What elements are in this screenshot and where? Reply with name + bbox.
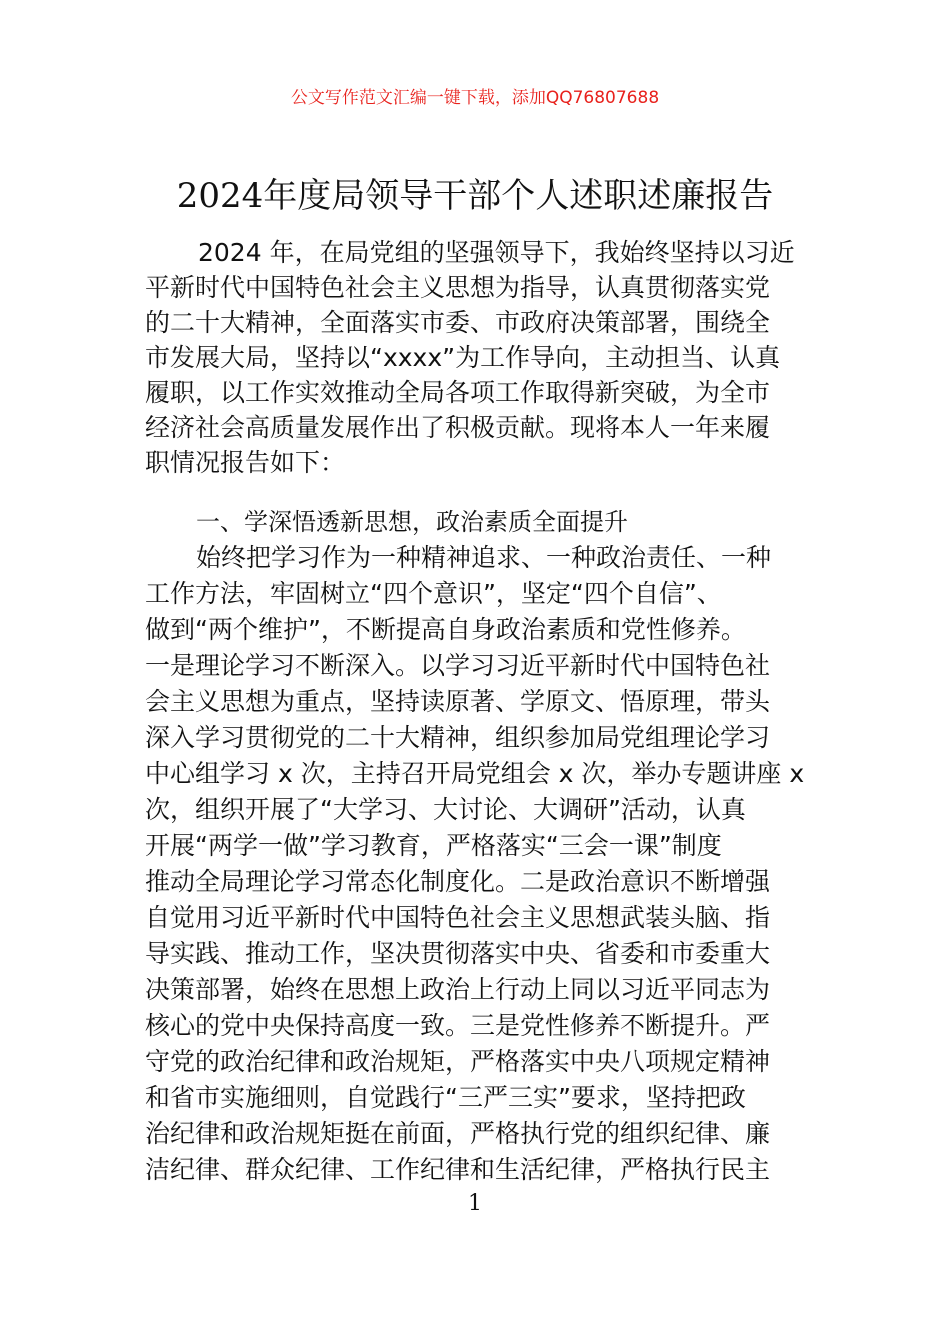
body-line: 平新时代中国特色社会主义思想为指导，认真贯彻落实党 <box>145 273 771 302</box>
body-line: 履职，以工作实效推动全局各项工作取得新突破，为全市 <box>145 378 771 407</box>
promo-banner: 公文写作范文汇编一键下载，添加QQ76807688 <box>290 88 660 108</box>
body-line: 次，组织开展了“大学习、大讨论、大调研”活动，认真 <box>145 795 746 824</box>
body-line: 决策部署，始终在思想上政治上行动上同以习近平同志为 <box>145 975 771 1004</box>
body-line: 中心组学习 x 次，主持召开局党组会 x 次，举办专题讲座 x <box>145 759 805 788</box>
body-line: 2024 年，在局党组的坚强领导下，我始终坚持以习近 <box>198 238 795 267</box>
page-number: 1 <box>468 1191 482 1216</box>
body-line: 做到“两个维护”，不断提高自身政治素质和党性修养。 <box>145 615 746 644</box>
body-line: 推动全局理论学习常态化制度化。二是政治意识不断增强 <box>145 867 771 896</box>
body-line: 市发展大局，坚持以“xxxx”为工作导向，主动担当、认真 <box>145 343 781 372</box>
body-line: 和省市实施细则，自觉践行“三严三实”要求，坚持把政 <box>145 1083 746 1112</box>
section-heading: 一、学深悟透新思想，政治素质全面提升 <box>196 508 628 536</box>
body-line: 治纪律和政治规矩挺在前面，严格执行党的组织纪律、廉 <box>145 1119 771 1148</box>
body-line: 职情况报告如下： <box>145 448 346 477</box>
body-line: 会主义思想为重点，坚持读原著、学原文、悟原理，带头 <box>145 687 771 716</box>
body-line: 深入学习贯彻党的二十大精神，组织参加局党组理论学习 <box>145 723 771 752</box>
body-line: 始终把学习作为一种精神追求、一种政治责任、一种 <box>196 543 772 572</box>
body-line: 一是理论学习不断深入。以学习习近平新时代中国特色社 <box>145 651 771 680</box>
body-line: 自觉用习近平新时代中国特色社会主义思想武装头脑、指 <box>145 903 771 932</box>
body-line: 的二十大精神，全面落实市委、市政府决策部署，围绕全 <box>145 308 771 337</box>
body-line: 守党的政治纪律和政治规矩，严格落实中央八项规定精神 <box>145 1047 771 1076</box>
page-title: 2024年度局领导干部个人述职述廉报告 <box>176 176 774 216</box>
body-line: 洁纪律、群众纪律、工作纪律和生活纪律，严格执行民主 <box>145 1155 771 1184</box>
body-line: 核心的党中央保持高度一致。三是党性修养不断提升。严 <box>145 1011 771 1040</box>
body-line: 导实践、推动工作，坚决贯彻落实中央、省委和市委重大 <box>145 939 771 968</box>
body-line: 工作方法，牢固树立“四个意识”，坚定“四个自信”、 <box>145 579 722 608</box>
body-line: 开展“两学一做”学习教育，严格落实“三会一课”制度 <box>145 831 722 860</box>
body-line: 经济社会高质量发展作出了积极贡献。现将本人一年来履 <box>145 413 771 442</box>
